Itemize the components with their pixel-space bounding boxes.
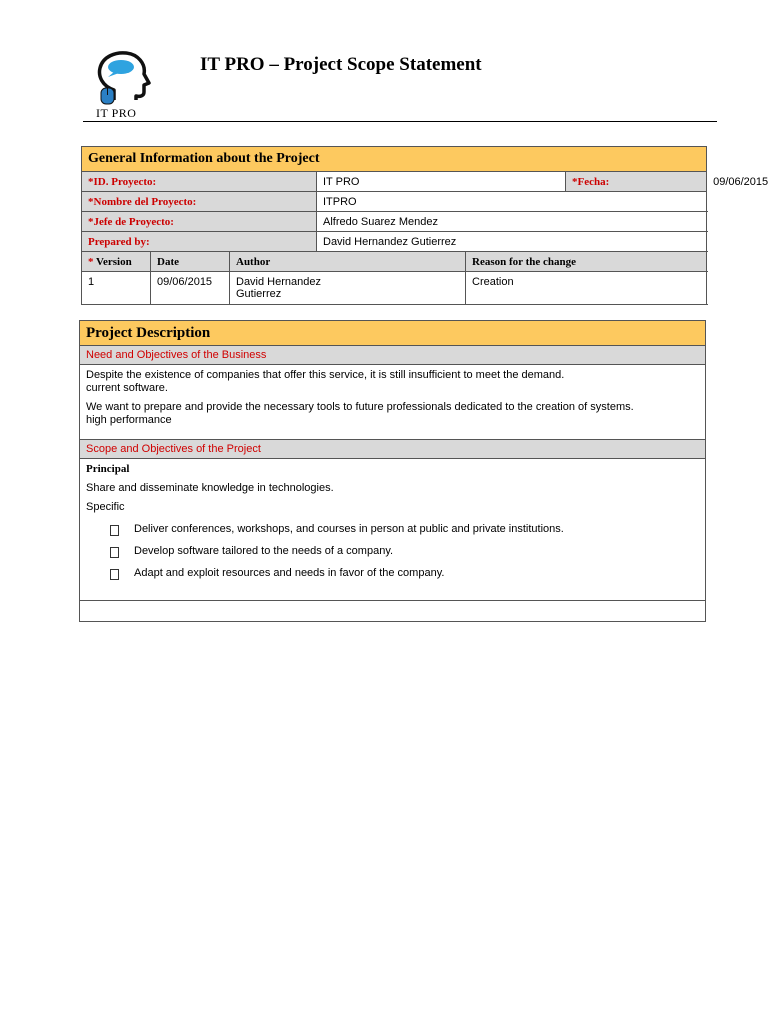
checkbox-bullet-icon (110, 569, 119, 580)
project-manager-label: *Jefe de Proyecto: (82, 212, 317, 232)
fecha-label: *Fecha: (566, 172, 707, 192)
date-cell: 09/06/2015 (151, 272, 230, 305)
list-item: Adapt and exploit resources and needs in favor of the company. (110, 567, 699, 580)
reason-cell: Creation (466, 272, 707, 305)
general-info-table: General Information about the Project *ID. Proyecto: IT PRO *Fecha: 09/06/2015 *Nombre del Proyecto: ITPRO *Jefe de Proyecto: Alfredo Suarez Mendez Prepared by: David Hernandez Gutierrez * Version Date Author Reason for the change 1 09/06/2015 David Hernandez Gutierrez Creation (81, 146, 707, 305)
prepared-by-label: Prepared by: (82, 232, 317, 252)
project-id-label: *ID. Proyecto: (82, 172, 317, 192)
scope-objectives-body (80, 459, 706, 601)
list-item: Develop software tailored to the needs of a company. (110, 545, 699, 558)
checkbox-bullet-icon (110, 547, 119, 558)
project-id-value: IT PRO (317, 172, 566, 192)
project-name-label: *Nombre del Proyecto: (82, 192, 317, 212)
author-cell: David Hernandez Gutierrez (230, 272, 466, 305)
date-column-header: Date (151, 252, 230, 272)
empty-row (80, 601, 706, 622)
principal-text: Share and disseminate knowledge in technologies. (86, 482, 334, 494)
project-manager-value: Alfredo Suarez Mendez (317, 212, 707, 232)
document-title: IT PRO – Project Scope Statement (200, 54, 482, 75)
list-item: Deliver conferences, workshops, and courses in person at public and private institutions. (110, 523, 699, 536)
author-column-header: Author (230, 252, 466, 272)
prepared-by-value: David Hernandez Gutierrez (317, 232, 707, 252)
header-divider (83, 121, 717, 122)
reason-column-header: Reason for the change (466, 252, 707, 272)
version-column-header: * Version (82, 252, 151, 272)
project-name-value: ITPRO (317, 192, 707, 212)
need-objectives-title: Need and Objectives of the Business (80, 346, 706, 365)
logo-text: IT PRO (96, 106, 137, 120)
required-star: * (88, 255, 94, 268)
principal-heading: Principal (86, 463, 130, 475)
need-objectives-body (80, 365, 706, 440)
need-paragraph-1: Despite the existence of companies that offer this service, it is still insufficient to meet the demand. current software. (86, 369, 565, 394)
scope-objectives-title: Scope and Objectives of the Project (80, 440, 706, 459)
need-paragraph-2: We want to prepare and provide the necessary tools to future professionals dedicated to the creation of systems. high performance (86, 401, 634, 426)
it-pro-logo (92, 50, 156, 120)
project-description-title: Project Description (80, 321, 706, 346)
checkbox-bullet-icon (110, 525, 119, 536)
general-info-title: General Information about the Project (82, 147, 707, 172)
specific-heading: Specific (86, 501, 125, 513)
version-cell: 1 (82, 272, 151, 305)
project-description-table (79, 320, 706, 622)
